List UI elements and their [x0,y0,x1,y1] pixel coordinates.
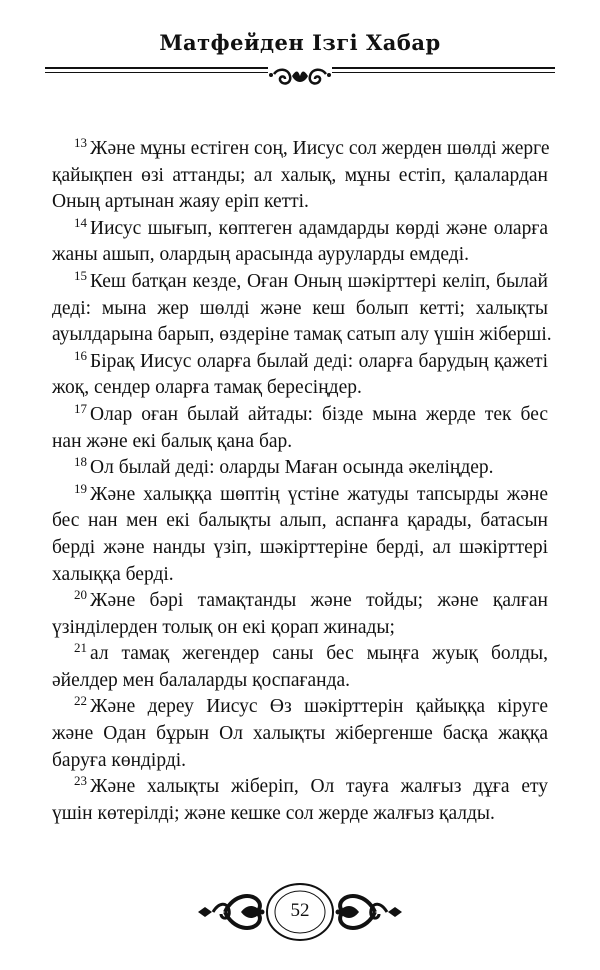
verse-text: нан және екі балық қана бар. [52,430,293,452]
verse-text: бес нан мен екі балықты алып, аспанға қарады, батасын [52,510,548,532]
verse-text: Оның артынан жаяу еріп кетті. [52,191,309,213]
verse [52,588,548,641]
verse [52,694,548,774]
verse [52,641,548,694]
verse-line [52,748,548,775]
verse [52,136,548,216]
verse-line [52,322,552,349]
verse-line [52,189,548,216]
running-header-title: Матфейден Ізгі Хабар [159,30,441,55]
verse-line [52,694,548,721]
verse-line [52,641,548,668]
verse [52,216,548,269]
verse-text: жаны ашып, олардың арасында ауруларды емдеді. [52,244,470,266]
verse-text: халыққа берді. [52,563,174,585]
verse-text: және Одан бұрын Ол халықты жібергенше басқа жаққа [52,723,548,745]
verse-text: жоқ, сендер оларға тамақ бересіңдер. [52,377,362,399]
verse-number: 14 [74,214,87,230]
verse-text: Кеш батқан кезде, Оған Оның шәкірттері келіп, былай [90,270,548,292]
verse-line [52,349,548,376]
verse-text: Бірақ Иисус оларға былай деді: оларға барудың қажеті [90,350,548,372]
verse-number: 13 [74,135,87,150]
verse-line [52,296,548,323]
verse-line [52,269,548,296]
verse-line [52,774,548,801]
verse-line [52,482,548,509]
verse-number: 23 [74,773,87,789]
verse-line [52,163,548,190]
verse-number: 18 [74,454,87,470]
verse-line [52,668,548,695]
page-number: 52 [290,900,310,921]
verse-line [52,402,548,429]
verse-number: 20 [74,587,87,603]
verse-text: үшін көтерілді; және кешке сол жерде жалғыз қалды. [52,802,495,824]
verse-line [52,429,548,456]
header-ornament-icon [268,66,332,88]
verse-text: Және бәрі тамақтанды және тойды; және қалған [90,590,548,612]
verse-line [52,588,548,615]
verse-text: баруға көндірді. [52,749,187,771]
verse-text: деді: мына жер шөлді және кеш болып кетті; халықты [52,297,548,319]
verse-text: Иисус шығып, көптеген адамдарды көрді және оларға [90,217,548,239]
page-number-ornament [195,880,405,944]
verse [52,455,548,482]
verse-line [52,375,548,402]
verse-line [52,562,548,589]
verse-number: 16 [74,347,87,363]
verse-text: ауылдарына барып, өздеріне тамақ сатып алу үшін жіберші. [52,324,552,346]
verse-line [52,615,548,642]
verse-line [52,721,548,748]
verse-text: үзінділерден толық он екі қорап жинады; [52,616,395,638]
verse-line [52,801,548,828]
verse-text: қайықпен өзі аттанды; ал халық, мұны естіп, қалалардан [52,164,548,186]
verse-text: Және халыққа шөптің үстіне жатуды тапсырды және [90,483,548,505]
verse [52,349,548,402]
verse [52,402,548,455]
verse-number: 21 [74,640,87,656]
verse-number: 17 [74,400,87,416]
verse-text: Және халықты жіберіп, Ол тауға жалғыз дұға ету [90,776,548,798]
verse-number: 15 [74,267,87,283]
scripture-text [52,135,552,827]
verse [52,267,552,349]
verse-line [52,508,548,535]
verse [52,482,548,588]
verse-line [52,136,548,163]
verse-line [52,242,548,269]
verse-text: Және мұны естіген соң, Иисус сол жерден шөлді жерге [90,138,550,159]
verse-line [52,535,548,562]
verse-text: Ол былай деді: оларды Маған осында әкеліңдер. [90,457,494,479]
verse-line [52,455,548,482]
verse-number: 19 [74,480,87,496]
verse-text: Және дереу Иисус Өз шәкірттерін қайыққа кіруге [90,696,548,718]
verse-text: ал тамақ жегендер саны бес мыңға жуық болды, [90,643,548,665]
verse-text: берді және нанды үзіп, шәкірттеріне берді, ал шәкірттері [52,536,548,558]
verse-number: 22 [74,693,87,709]
verse-text: әйелдер мен балаларды қоспағанда. [52,669,351,691]
verse [52,774,548,827]
verse-line [52,216,548,243]
verse-text: Олар оған былай айтады: бізде мына жерде тек бес [90,403,548,425]
